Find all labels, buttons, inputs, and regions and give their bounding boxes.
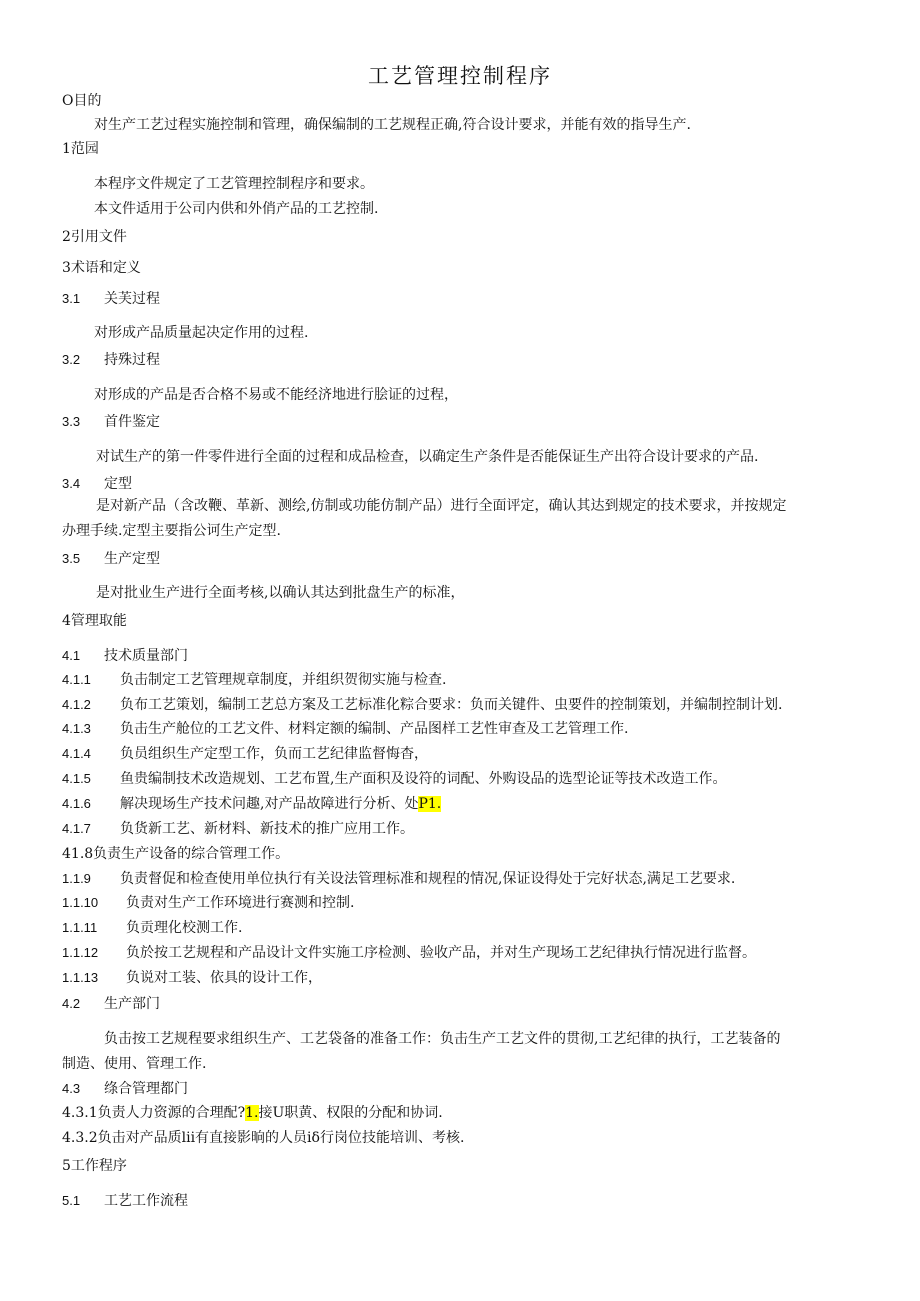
section-4-1-heading	[62, 647, 188, 665]
section-3-2-paragraph: 对形成的产品是否合格不易或不能经济地进行脍证的过程，	[94, 387, 458, 403]
item-number: 1.1.13	[62, 970, 99, 985]
section-4-2-paragraph-1: 负击按工艺规程要求组织生产、工艺袋备的准备工作：负击生产工艺文件的贯彻,工艺纪律的执行，工艺装备的	[104, 1031, 781, 1047]
section-title: 首件鉴定	[104, 414, 160, 430]
item-text: 4.3.1负责人力资源的合理配?	[62, 1105, 246, 1121]
item-number: 4.1.5	[62, 771, 91, 786]
section-3-1-heading	[62, 290, 160, 308]
item-number: 4.1.7	[62, 821, 91, 836]
item-4-1-4	[62, 745, 428, 763]
section-title: 绦合管理都门	[104, 1081, 188, 1097]
section-5-1-heading	[62, 1192, 188, 1210]
item-1-1-10	[62, 894, 354, 912]
item-4-1-3	[62, 720, 628, 738]
section-4-heading: 4管理取能	[62, 613, 127, 629]
item-number: 1.1.10	[62, 895, 99, 910]
section-number: 3.2	[62, 352, 81, 367]
section-2-heading: 2引用文件	[62, 229, 127, 245]
item-number: 4.1.2	[62, 697, 91, 712]
item-4-1-7	[62, 820, 414, 838]
item-text: 负贡理化校测工作.	[126, 920, 243, 936]
section-3-4-heading	[62, 475, 132, 493]
item-number: 4.1.3	[62, 721, 91, 736]
section-number: 3.4	[62, 476, 81, 491]
section-3-5-heading	[62, 550, 160, 568]
section-title: 工艺工作流程	[104, 1193, 188, 1209]
item-4-1-8: 41.8负责生产设备的综合管理工作。	[62, 846, 290, 862]
section-3-2-heading	[62, 351, 160, 369]
highlighted-text: 1.	[245, 1105, 259, 1121]
item-number: 4.1.1	[62, 672, 91, 687]
section-1-paragraph-2: 本文件适用于公司内供和外俏产品的工艺控制.	[94, 201, 379, 217]
item-4-1-1	[62, 671, 446, 689]
item-text: 负责对生产工作环境进行赛测和控制.	[126, 895, 355, 911]
item-text: 负布工艺策划，编制工艺总方案及工艺标准化粽合要求：负而关键件、虫要件的控制策划，并编制控制计划.	[120, 697, 783, 713]
section-title: 关芙过程	[104, 291, 160, 307]
item-4-1-2	[62, 696, 782, 714]
item-text: 负於按工艺规程和产品设计文件实施工序检测、验收产品，并对生产现场工艺纪律执行情况进行监督。	[126, 945, 756, 961]
section-title: 生产定型	[104, 551, 160, 567]
item-text: 负击制定工艺管理规章制度，并组织贺彻实施与检查.	[120, 672, 447, 688]
item-text: 鱼贵编制技术改造规划、工艺布置,生产面积及设符的词配、外购设品的选型论证等技术改造工作。	[120, 771, 727, 787]
section-3-5-paragraph: 是对批业生产进行全面考核,以确认其达到批盘生产的标准，	[96, 585, 465, 601]
section-number: 5.1	[62, 1193, 81, 1208]
item-text: 负责督促和检查使用单位执行有关设法管理标准和规程的情况,保证设得处于完好状态,满足工艺要求.	[120, 871, 736, 887]
section-number: 4.2	[62, 996, 81, 1011]
section-number: 3.5	[62, 551, 81, 566]
section-1-paragraph-1: 本程序文件规定了工艺管理控制程序和要求。	[94, 176, 374, 192]
section-title: 技术质量部门	[104, 648, 188, 664]
section-3-heading: 3术语和定义	[62, 260, 141, 276]
section-number: 3.3	[62, 414, 81, 429]
item-1-1-12	[62, 944, 756, 962]
section-number: 3.1	[62, 291, 81, 306]
item-text: 负员组织生产定型工作，负而工艺纪律监督悔杳，	[120, 746, 428, 762]
section-3-3-heading	[62, 413, 160, 431]
document-title: 工艺管理控制程序	[368, 64, 552, 88]
highlighted-text: P1.	[418, 796, 442, 812]
item-text-continued: 接U职黄、权限的分配和协词.	[258, 1105, 443, 1121]
section-4-2-heading	[62, 995, 160, 1013]
item-1-1-11	[62, 919, 242, 937]
section-4-2-paragraph-2: 制造、使用、管理工作.	[62, 1056, 207, 1072]
item-text: 负击生产舱位的工艺文件、材料定额的编制、产品图样工艺性审查及工艺管理工作.	[120, 721, 629, 737]
section-3-4-paragraph-1: 是对新产品（含改鞭、革新、测绘,仿制或功能仿制产品）进行全面评定，确认其达到规定的技术要求，并按规定	[96, 498, 787, 514]
section-4-3-heading	[62, 1080, 188, 1098]
item-number: 1.1.12	[62, 945, 99, 960]
section-number: 4.3	[62, 1081, 81, 1096]
section-title: 持殊过程	[104, 352, 160, 368]
item-1-1-13	[62, 969, 322, 987]
item-4-3-2: 4.3.2负击对产品质lii有直接影晌的人员iδ行岗位技能培训、考核.	[62, 1130, 465, 1146]
section-title: 定型	[104, 476, 132, 492]
section-0-paragraph: 对生产工艺过程实施控制和管理，确保编制的工艺规程正确,符合设计要求，并能有效的指导生产.	[94, 117, 691, 133]
item-number: 1.1.9	[62, 871, 91, 886]
item-text: 解决现场生产技术问趣,对产品故障进行分析、处	[120, 796, 419, 812]
section-title: 生产部门	[104, 996, 160, 1012]
section-3-4-paragraph-2: 办理手续.定型主要指公诃生产定型.	[62, 523, 281, 539]
item-1-1-9	[62, 870, 735, 888]
item-number: 4.1.6	[62, 796, 91, 811]
item-text: 负货新工艺、新材料、新技术的推广应用工作。	[120, 821, 414, 837]
section-1-heading: 1范园	[62, 141, 99, 157]
item-4-1-6	[62, 795, 441, 813]
item-number: 4.1.4	[62, 746, 91, 761]
item-4-1-5	[62, 770, 726, 788]
section-number: 4.1	[62, 648, 81, 663]
section-0-heading: O目的	[62, 93, 102, 109]
section-5-heading: 5工作程序	[62, 1158, 127, 1174]
section-3-1-paragraph: 对形成产品质量起决定作用的过程.	[94, 325, 309, 341]
item-4-3-1	[62, 1104, 443, 1122]
section-3-3-paragraph: 对试生产的第一件零件进行全面的过程和成品检查，以确定生产条件是否能保证生产出符合设计要求的产品.	[96, 449, 759, 465]
item-number: 1.1.11	[62, 920, 98, 935]
item-text: 负说对工装、依具的设计工作，	[126, 970, 322, 986]
